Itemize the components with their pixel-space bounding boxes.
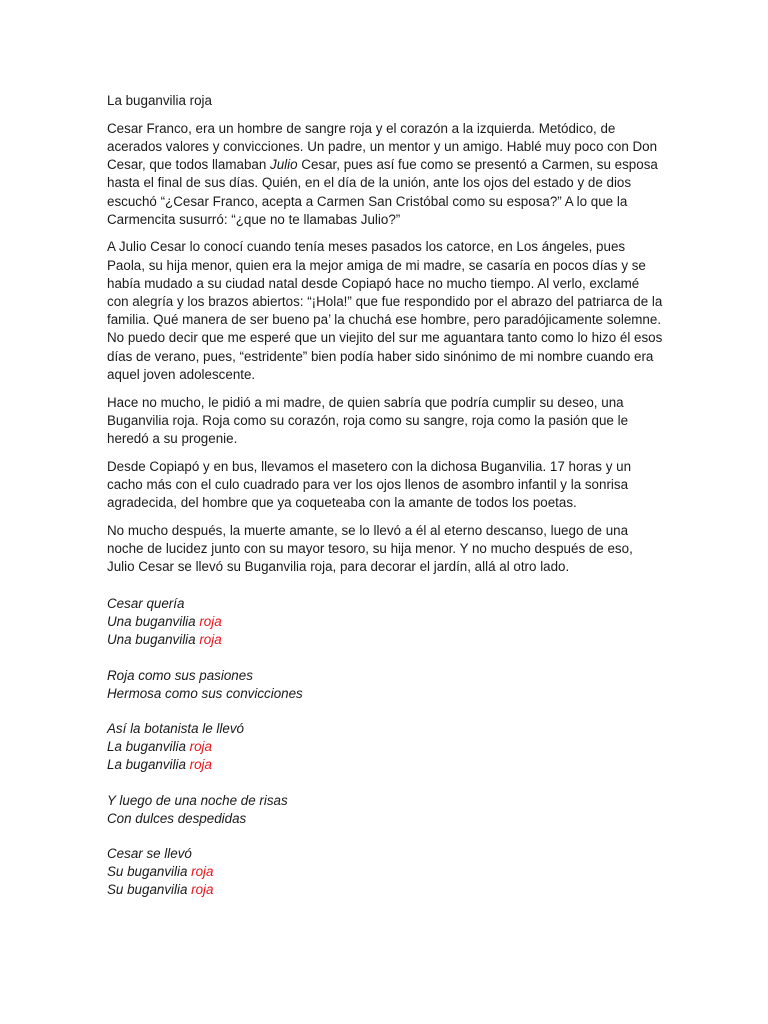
- poem-line-text: Roja como sus pasiones: [107, 667, 253, 683]
- poem-highlight-word: roja: [191, 882, 214, 898]
- poem-line-text: Una buganvilia: [107, 614, 200, 630]
- paragraph-1-emphasis: Julio: [270, 157, 298, 173]
- poem-line: [107, 720, 663, 738]
- poem-line: [107, 881, 663, 899]
- paragraph-1-end: Cesar, pues así fue como se presentó a Carmen, su esposa hasta el final de sus días. Quién, en el día de la unión, ante los ojos del estado y de dios escuchó “¿Cesar Franco, acepta a Carmen San Cristóbal como su esposa?” A lo que la Carmencita susurró: “¿que no te llamabas Julio?”: [107, 157, 658, 227]
- paragraph-5: No mucho después, la muerte amante, se lo llevó a él al eterno descanso, luego de una noche de lucidez junto con su mayor tesoro, su hija menor. Y no mucho después de eso, Julio Cesar se llevó su Buganvilia roja, para decorar el jardín, allá al otro lado.: [107, 522, 633, 575]
- poem-highlight-word: roja: [189, 739, 212, 755]
- poem-line: [107, 756, 663, 774]
- paragraph-3: Hace no mucho, le pidió a mi madre, de quien sabría que podría cumplir su deseo, una Buganvilia roja. Roja como su corazón, roja como su sangre, roja como la pasión que le heredó a su progenie.: [107, 394, 629, 446]
- poem-stanza-2: [107, 667, 663, 703]
- poem-line: [107, 738, 663, 756]
- poem-line-text: Cesar quería: [107, 596, 185, 611]
- poem-line-text: Con dulces despedidas: [107, 810, 247, 826]
- paragraph-1-start: Cesar Franco, era un hombre de sangre roja y el corazón a la izquierda. Metódico, de acerados valores y convicciones. Un padre, un mentor y un amigo. Hablé muy poco con Don Cesar, que todos llamaban: [107, 120, 658, 173]
- poem-line: [107, 685, 663, 703]
- paragraph-4: Desde Copiapó y en bus, llevamos el masetero con la dichosa Buganvilia. 17 horas y un cacho más con el culo cuadrado para ver los ojos llenos de asombro infantil y la sonrisa agradecida, del hombre que ya coqueteaba con la amante de todos los poetas.: [107, 458, 632, 511]
- poem-line: [107, 792, 663, 810]
- poem-line: [107, 595, 663, 613]
- poem-line: [107, 863, 663, 881]
- poem-line-text: Cesar se llevó: [107, 846, 192, 862]
- poem-stanza-1: [107, 595, 663, 650]
- poem-line: [107, 845, 663, 863]
- poem-stanza-4: [107, 792, 663, 828]
- document-body: [107, 92, 663, 586]
- poem-line-text: Y luego de una noche de risas: [107, 792, 288, 808]
- poem-line: [107, 810, 663, 828]
- poem-line-text: Hermosa como sus convicciones: [107, 685, 303, 701]
- poem-line-text: Así la botanista le llevó: [107, 721, 244, 737]
- poem-line-text: La buganvilia: [107, 739, 190, 755]
- poem-highlight-word: roja: [199, 632, 222, 648]
- poem-stanza-3: [107, 720, 663, 775]
- poem-line-text: Una buganvilia: [107, 632, 200, 648]
- poem-highlight-word: roja: [199, 614, 222, 630]
- paragraph-2: A Julio Cesar lo conocí cuando tenía meses pasados los catorce, en Los ángeles, pues Paola, su hija menor, quien era la mejor amiga de mi madre, se casaría en pocos días y se había mudado a su ciudad natal desde Copiapó hace no mucho tiempo. Al verlo, exclamé con alegría y los brazos abiertos: “¡Hola!” que fue respondido por el abrazo del patriarca de la familia. Qué manera de ser bueno pa’ la chuchá ese hombre, pero paradójicamente solemne. No puedo decir que me esperé que un viejito del sur me aguantara tanto como lo hizo él esos días de verano, pues, “estridente” bien podía haber sido sinónimo de mi nombre cuando era aquel joven adolescente.: [107, 239, 663, 382]
- poem-line-text: Su buganvilia: [107, 864, 192, 880]
- poem-line-text: La buganvilia: [107, 757, 190, 773]
- poem-line: [107, 631, 663, 649]
- poem-line: [107, 613, 663, 631]
- poem: [107, 595, 663, 917]
- poem-stanza-5: [107, 845, 663, 900]
- poem-highlight-word: roja: [189, 757, 212, 773]
- document-title: La buganvilia roja: [107, 93, 212, 108]
- paragraph-1: [107, 120, 663, 229]
- poem-line: [107, 667, 663, 685]
- poem-highlight-word: roja: [191, 864, 214, 880]
- poem-line-text: Su buganvilia: [107, 882, 192, 898]
